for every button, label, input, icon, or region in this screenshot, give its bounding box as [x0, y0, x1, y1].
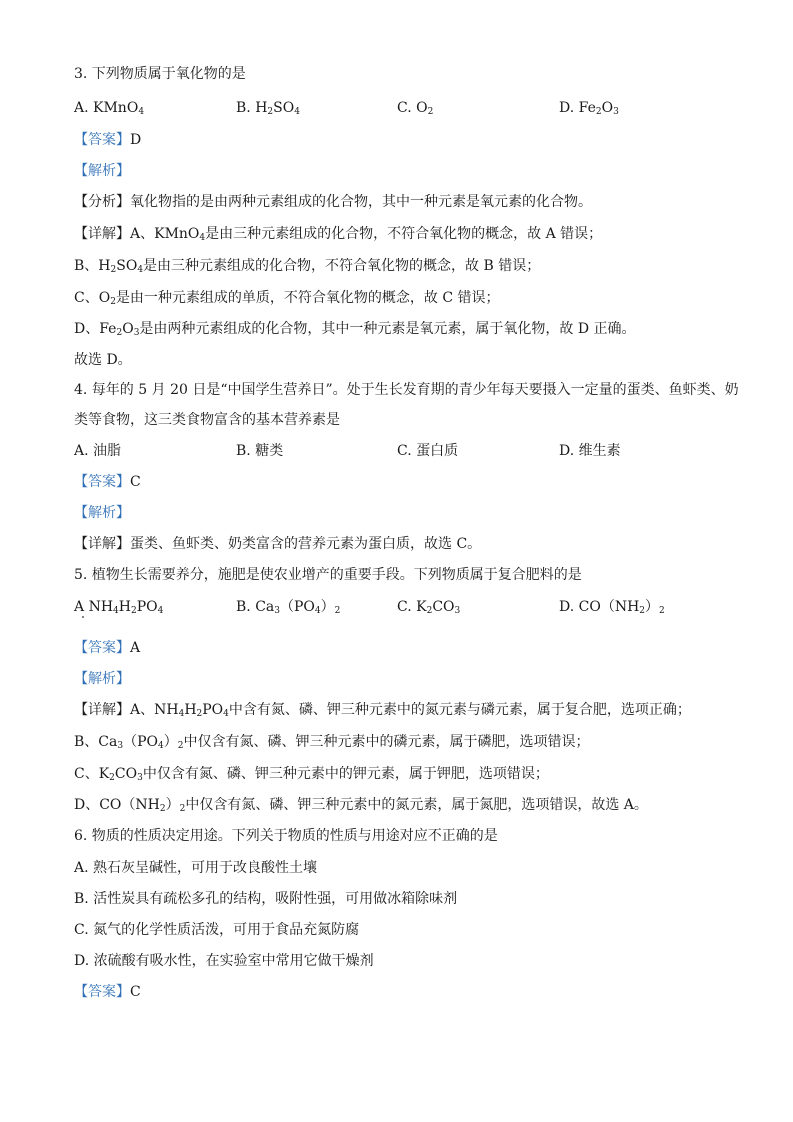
detail-tag: 【详解】: [74, 702, 130, 718]
subscript: 4: [199, 233, 206, 243]
q3-detail-d: [74, 319, 734, 339]
detail-a-formula: A、KMnO: [130, 226, 200, 242]
q3-stem: 3. 下列物质属于氧化物的是: [74, 66, 246, 82]
q5-options: [74, 597, 734, 617]
formula-part: ）: [320, 599, 335, 615]
q3-analysis-tag: 【解析】: [74, 163, 130, 179]
subscript: 4: [157, 606, 164, 616]
detail-c-text: 是由一种元素组成的单质，不符合氧化物的概念，故 C 错误；: [115, 290, 500, 306]
q5-detail-c: [74, 764, 734, 784]
formula-part: NH: [88, 599, 114, 615]
answer-tag: 【答案】: [74, 640, 130, 656]
subscript: 2: [109, 773, 115, 783]
q3-detail-a: [74, 224, 734, 244]
detail-text: 蛋类、鱼虾类、奶类富含的营养元素为蛋白质，故选 C。: [130, 536, 482, 552]
formula-part: H: [184, 702, 197, 718]
subscript: 2: [427, 107, 434, 117]
subscript: 2: [110, 297, 116, 307]
q5-answer: [74, 638, 734, 658]
detail-b-text: 是由三种元素组成的化合物，不符合氧化物的概念，故 B 错误；: [143, 258, 541, 274]
subscript: 2: [426, 606, 433, 616]
q5-detail-d: [74, 795, 734, 815]
formula-part: （PO: [280, 599, 315, 615]
answer-value: C: [130, 474, 141, 490]
detail-b-formula: B、Ca: [74, 734, 118, 750]
answer-tag: 【答案】: [74, 132, 130, 148]
q3-option-b: [236, 98, 300, 118]
detail-c-formula: C、K: [74, 766, 110, 782]
detail-tag: 【详解】: [74, 536, 130, 552]
q5-analysis-tag: 【解析】: [74, 671, 130, 687]
q5-detail-a: [74, 700, 734, 720]
subscript: 4: [314, 606, 321, 616]
q4-stem-line1: 4. 每年的 5 月 20 日是“中国学生营养日”。处于生长发育期的青少年每天要摄入一定量的蛋类、鱼虾类、奶: [74, 382, 739, 398]
subscript: 3: [613, 107, 619, 117]
q5-detail-b: [74, 732, 734, 752]
detail-d-formula: D、CO（NH: [74, 797, 160, 813]
subscript: 2: [159, 804, 166, 814]
detail-b-text: 中仅含有氮、磷、钾三种元素中的磷元素，属于磷肥，选项错误；: [183, 734, 590, 750]
subscript: 2: [659, 606, 665, 616]
subscript: 4: [113, 606, 119, 616]
q3-option-a: [74, 98, 144, 118]
subscript: 2: [110, 265, 117, 275]
subscript: 2: [639, 606, 646, 616]
subscript: 2: [179, 804, 186, 814]
q4-analysis-tag: 【解析】: [74, 505, 130, 521]
option-letter: C.: [397, 599, 417, 615]
detail-b-formula-mid: SO: [116, 258, 138, 274]
stray-dot: [82, 616, 84, 618]
option-letter: A.: [74, 100, 94, 116]
q4-option-b: B. 糖类: [236, 443, 284, 459]
subscript: 4: [223, 709, 229, 719]
q4-option-a: A. 油脂: [74, 443, 122, 459]
formula-part: Ca: [255, 599, 275, 615]
subscript: 3: [274, 606, 280, 616]
q3-answer: [74, 130, 734, 150]
q3-conclusion: 故选 D。: [74, 352, 132, 368]
subscript: 2: [196, 709, 203, 719]
subscript: 2: [267, 107, 274, 117]
subscript: 3: [133, 328, 140, 338]
subscript: 4: [158, 741, 164, 751]
detail-c-text: 中仅含有氮、磷、钾三种元素中的钾元素，属于钾肥，选项错误；: [142, 766, 549, 782]
answer-value: D: [130, 132, 142, 148]
detail-d-formula-mid: O: [122, 321, 134, 337]
subscript: 4: [138, 107, 145, 117]
q3-detail-c: [74, 288, 734, 308]
q3-detail-b: [74, 256, 734, 276]
option-letter: C.: [397, 100, 417, 116]
q3-options: [74, 98, 734, 118]
q4-answer: [74, 472, 734, 492]
q6-option-d: D. 浓硫酸有吸水性，在实验室中常用它做干燥剂: [74, 953, 374, 969]
formula-part: ）: [163, 734, 178, 750]
q6-option-c: C. 氮气的化学性质活泼，可用于食品充氮防腐: [74, 922, 360, 938]
subscript: 2: [177, 741, 184, 751]
detail-c-formula: C、O: [74, 290, 111, 306]
detail-tag: 【详解】: [74, 226, 130, 242]
subscript: 2: [116, 328, 123, 338]
detail-b-formula: B、H: [74, 258, 111, 274]
option-letter: A: [74, 599, 89, 615]
formula-part: O: [416, 100, 428, 116]
answer-value: A: [130, 640, 141, 656]
detail-d-formula: D、Fe: [74, 321, 117, 337]
q6-option-a: A. 熟石灰呈碱性，可用于改良酸性土壤: [74, 860, 318, 876]
q4-option-d: D. 维生素: [559, 443, 621, 459]
formula-part: ）: [165, 797, 180, 813]
subscript: 3: [137, 773, 143, 783]
q5-option-d: [559, 597, 665, 617]
option-letter: D.: [559, 599, 579, 615]
answer-tag: 【答案】: [74, 984, 130, 1000]
q5-stem: 5. 植物生长需要养分，施肥是使农业增产的重要手段。下列物质属于复合肥料的是: [74, 567, 582, 583]
q3-fenxi: [74, 192, 734, 212]
formula-part: Fe: [578, 100, 596, 116]
q4-detail: [74, 534, 734, 554]
formula-part: K: [416, 599, 427, 615]
detail-a-text: 是由三种元素组成的化合物，不符合氧化物的概念，故 A 错误；: [205, 226, 603, 242]
formula-part: O: [601, 100, 614, 116]
q3-option-c: [397, 98, 433, 118]
detail-a-text: 中含有氮、磷、钾三种元素中的氮元素与磷元素，属于复合肥，选项正确；: [228, 702, 691, 718]
q6-stem: 6. 物质的性质决定用途。下列关于物质的性质与用途对应不正确的是: [74, 828, 498, 844]
q4-option-c: C. 蛋白质: [397, 443, 459, 459]
subscript: 4: [178, 709, 185, 719]
detail-d-text: 是由两种元素组成的化合物，其中一种元素是氧元素，属于氧化物，故 D 正确。: [139, 321, 636, 337]
formula-part: CO: [432, 599, 455, 615]
fenxi-tag: 【分析】: [74, 194, 130, 210]
q5-option-c: [397, 597, 460, 617]
formula-part: CO（NH: [578, 599, 640, 615]
option-letter: D.: [559, 100, 579, 116]
formula-part: H: [118, 599, 131, 615]
detail-d-text: 中仅含有氮、磷、钾三种元素中的氮元素，属于氮肥，选项错误，故选 A。: [185, 797, 648, 813]
subscript: 3: [454, 606, 461, 616]
formula-part: SO: [273, 100, 295, 116]
detail-a-formula: A、NH: [130, 702, 179, 718]
q4-stem-line2: 类等食物，这三类食物富含的基本营养素是: [74, 412, 340, 428]
subscript: 4: [294, 107, 300, 117]
subscript: 4: [137, 265, 144, 275]
q4-options: [74, 441, 734, 461]
subscript: 2: [595, 107, 602, 117]
formula-part: PO: [136, 599, 158, 615]
q5-option-a: [74, 597, 163, 617]
formula-part: H: [255, 100, 268, 116]
formula-part: KMnO: [93, 100, 139, 116]
subscript: 3: [117, 741, 124, 751]
q6-option-b: B. 活性炭具有疏松多孔的结构，吸附性强，可用做冰箱除味剂: [74, 891, 458, 907]
subscript: 2: [130, 606, 137, 616]
fenxi-text: 氧化物指的是由两种元素组成的化合物，其中一种元素是氧元素的化合物。: [130, 194, 592, 210]
answer-value: C: [130, 984, 141, 1000]
option-letter: B.: [236, 599, 256, 615]
q6-answer: [74, 982, 734, 1002]
answer-tag: 【答案】: [74, 474, 130, 490]
formula-part: CO: [114, 766, 138, 782]
q3-option-d: [559, 98, 619, 118]
formula-part: PO: [202, 702, 224, 718]
subscript: 2: [334, 606, 341, 616]
formula-part: （PO: [123, 734, 158, 750]
formula-part: ）: [645, 599, 660, 615]
option-letter: B.: [236, 100, 256, 116]
q5-option-b: [236, 597, 340, 617]
